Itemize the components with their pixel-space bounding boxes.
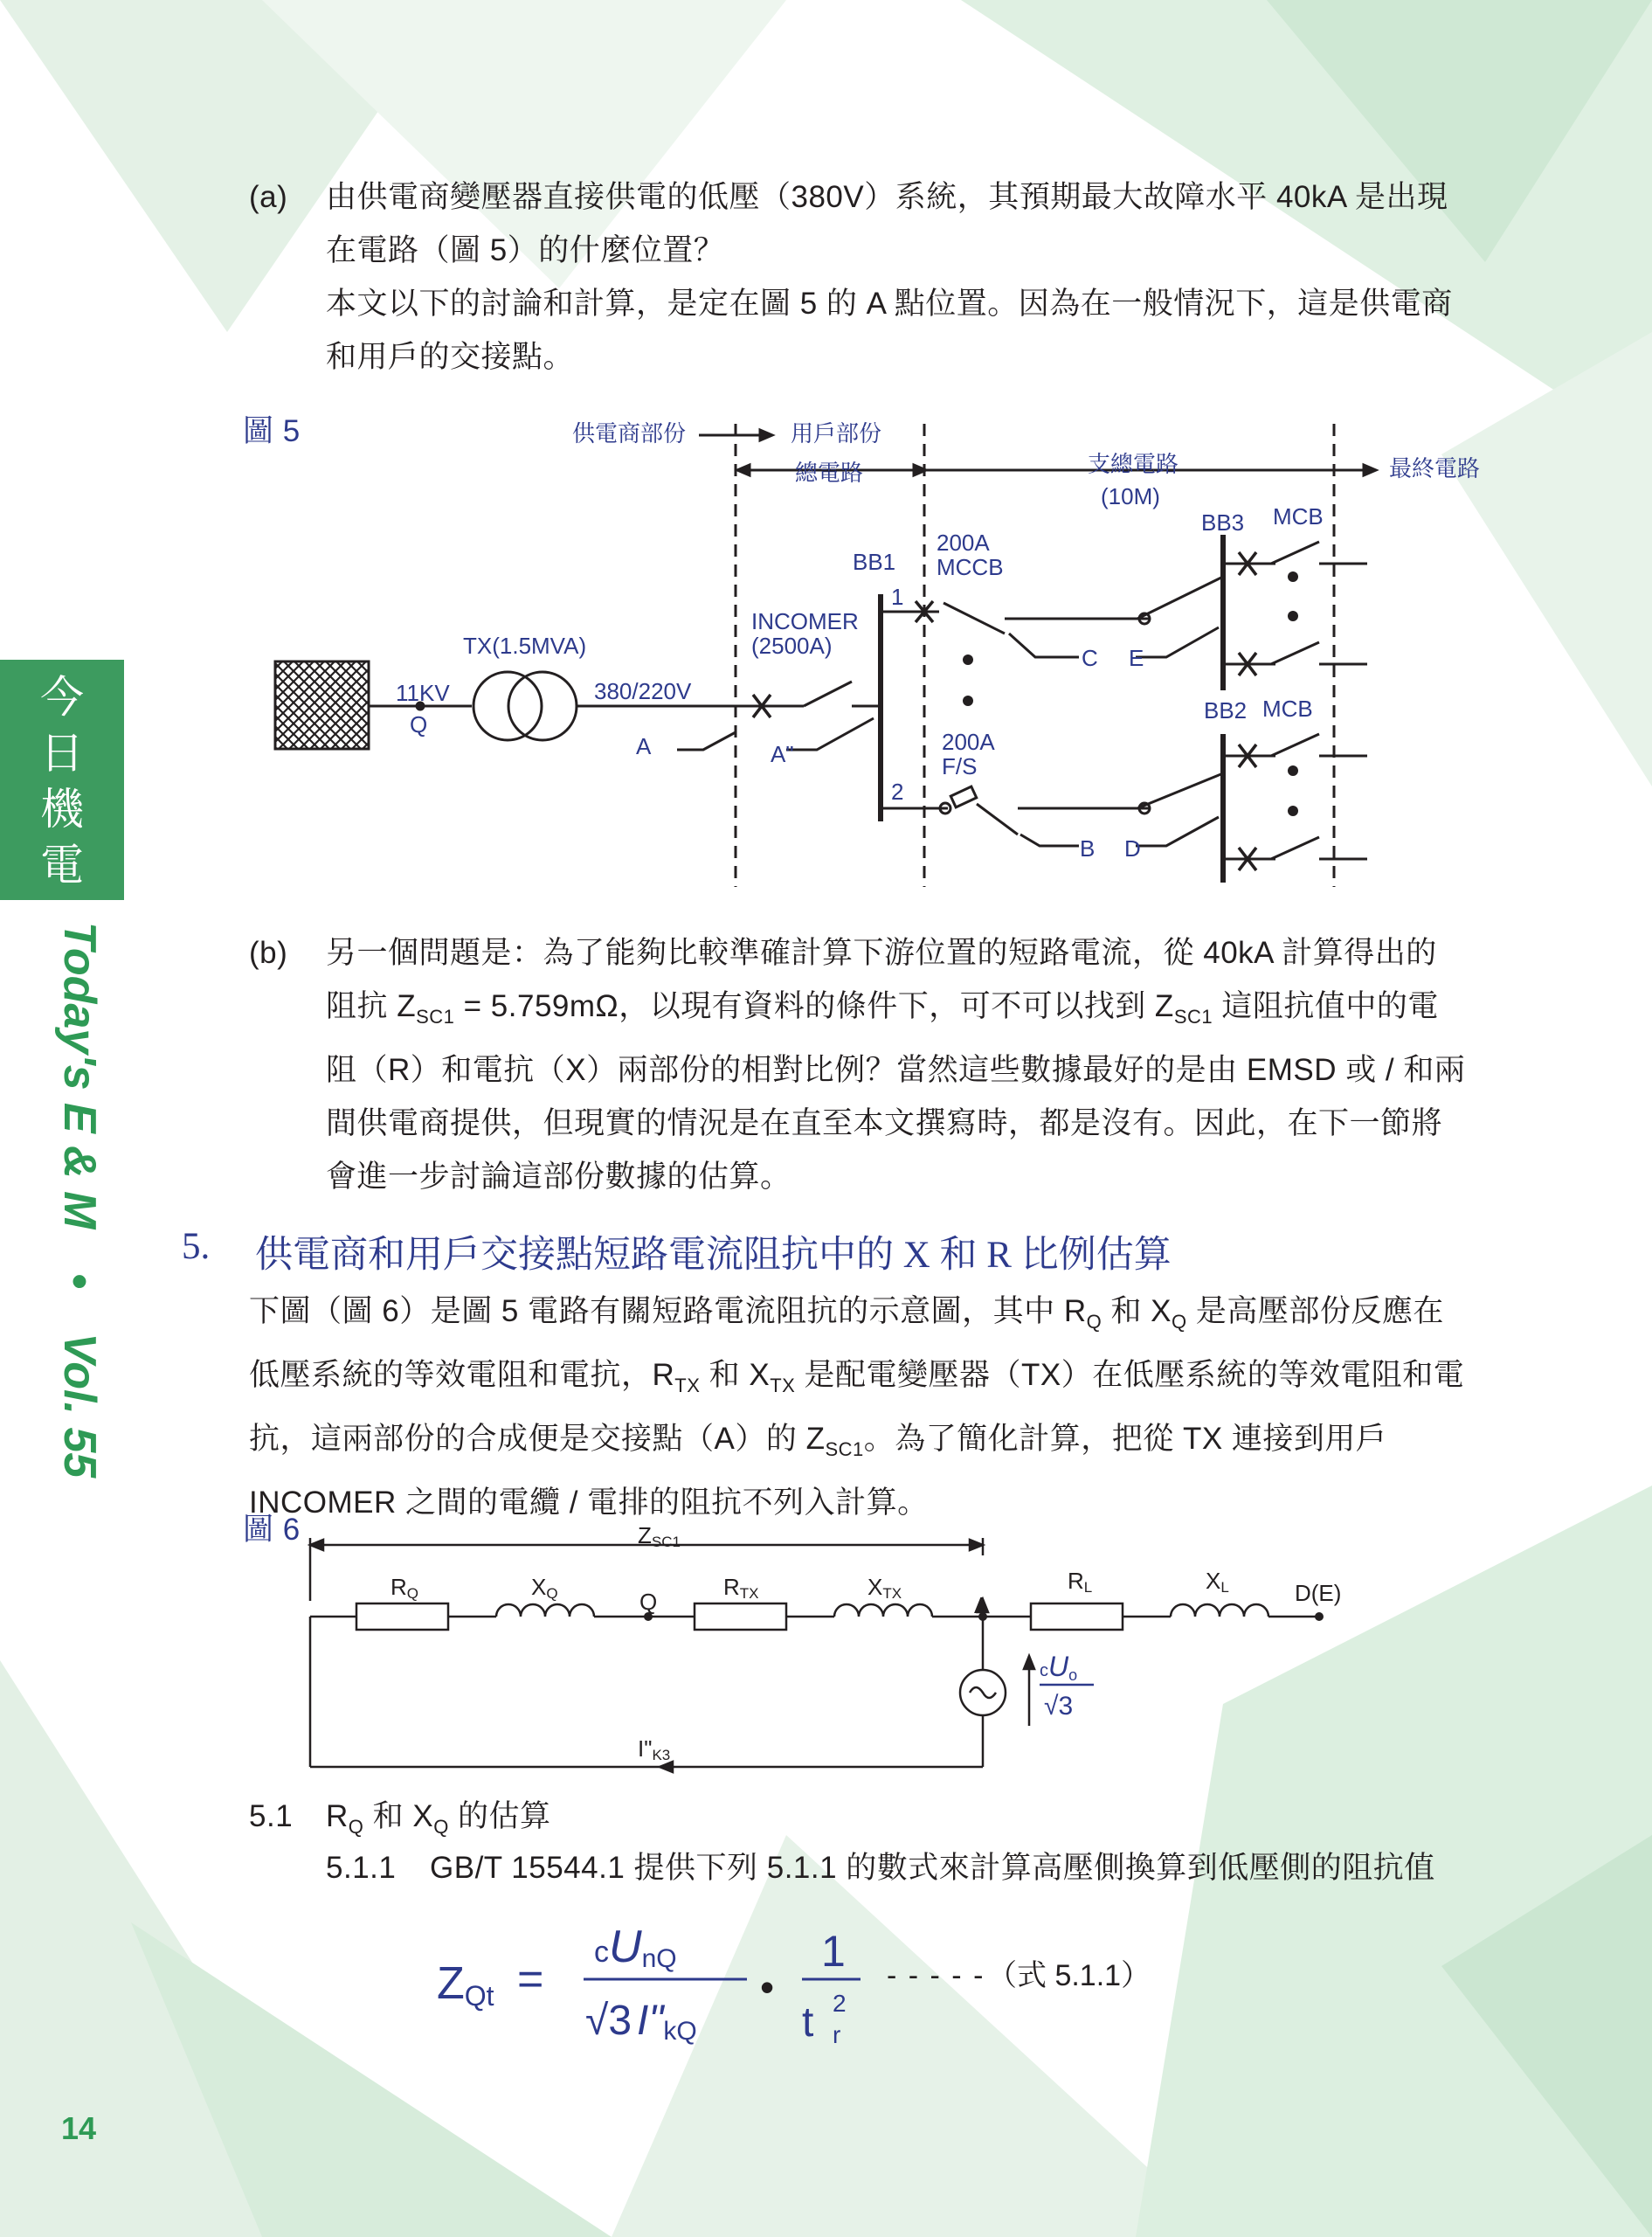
label-lv-voltage: 380/220V bbox=[594, 678, 692, 704]
label-mcb-bottom: MCB bbox=[1262, 696, 1313, 722]
label-current: I"K3 bbox=[638, 1735, 671, 1763]
text-line: 本文以下的討論和計算，是定在圖 5 的 A 點位置。因為在一般情況下，這是供電商 bbox=[326, 287, 1453, 321]
text-run: 下圖（圖 6）是圖 5 電路有關短路電流阻抗的示意圖，其中 R bbox=[249, 1294, 1087, 1328]
label-node-b: B bbox=[1080, 835, 1096, 862]
label-final-circuit: 最終電路 bbox=[1389, 455, 1481, 481]
label-rtx: RTX bbox=[723, 1574, 759, 1602]
formula-t-sub: r bbox=[833, 2021, 841, 2048]
formula-lhs: ZQt bbox=[437, 1958, 494, 2012]
tab-char: 今 bbox=[40, 672, 84, 723]
label-xq: XQ bbox=[531, 1574, 558, 1602]
text-run: 低壓系統的等效電阻和電抗，R bbox=[249, 1358, 675, 1392]
formula-numerator: cUnQ bbox=[594, 1922, 677, 1973]
subscript: Q bbox=[433, 1816, 449, 1838]
text-run: 和 X bbox=[363, 1799, 434, 1833]
label-fs: F/S bbox=[942, 753, 978, 779]
label-zsc1: ZSC1 bbox=[638, 1522, 681, 1550]
text-run: 和 X bbox=[700, 1358, 771, 1392]
label-transformer: TX(1.5MVA) bbox=[463, 633, 587, 659]
text-line: 阻（R）和電抗（X）兩部份的相對比例？當然這些數據最好的是由 EMSD 或 / 和兩 bbox=[326, 1053, 1466, 1087]
formula-equals: = bbox=[517, 1954, 544, 2005]
label-node-d: D bbox=[1124, 835, 1141, 862]
tab-char: 日 bbox=[40, 728, 84, 779]
section-b-marker: (b) bbox=[249, 936, 288, 970]
subscript: Q bbox=[1086, 1311, 1102, 1333]
text-run: R bbox=[326, 1799, 349, 1833]
text-run: 阻抗 Z bbox=[326, 989, 417, 1023]
label-mccb: MCCB bbox=[937, 554, 1004, 580]
label-xl: XL bbox=[1206, 1568, 1229, 1596]
label-bb3: BB3 bbox=[1201, 509, 1245, 536]
subscript: SC1 bbox=[416, 1006, 455, 1028]
label-user-part: 用戶部份 bbox=[791, 420, 882, 447]
formula-t-sup: 2 bbox=[833, 1990, 847, 2017]
formula-t: t bbox=[802, 1999, 814, 2046]
subscript: SC1 bbox=[825, 1438, 864, 1460]
sub511-text: GB/T 15544.1 提供下列 5.1.1 的數式來計算高壓側換算到低壓側的阻抗值 bbox=[430, 1851, 1435, 1885]
label-node-1: 1 bbox=[891, 584, 904, 610]
label-incomer-rating: (2500A) bbox=[751, 633, 833, 659]
label-bb1: BB1 bbox=[853, 549, 896, 575]
title-bullet: • bbox=[54, 1272, 105, 1290]
fig5-caption: 圖 5 bbox=[243, 414, 301, 448]
label-a: A bbox=[974, 1592, 990, 1618]
label-node-e: E bbox=[1129, 645, 1144, 671]
subscript: Q bbox=[348, 1816, 364, 1838]
text-run: 是配電變壓器（TX）在低壓系統的等效電阻和電 bbox=[795, 1358, 1465, 1392]
subscript: TX bbox=[674, 1375, 701, 1396]
formula-denominator: √3 I"kQ bbox=[585, 1998, 697, 2046]
label-bb2: BB2 bbox=[1204, 697, 1248, 724]
label-11kv: 11KV bbox=[396, 680, 450, 706]
label-xtx: XTX bbox=[867, 1574, 902, 1602]
label-mccb-rating: 200A bbox=[937, 530, 990, 556]
label-fs-rating: 200A bbox=[942, 729, 995, 755]
label-point-a: A bbox=[636, 733, 652, 759]
text-line: 間供電商提供，但現實的情況是在直至本文撰寫時，都是沒有。因此，在下一節將 bbox=[326, 1106, 1443, 1140]
tab-char: 機 bbox=[40, 784, 84, 835]
text-run: 。為了簡化計算，把從 TX 連接到用戶 bbox=[863, 1422, 1387, 1456]
source-denominator: √3 bbox=[1044, 1692, 1074, 1721]
subscript: SC1 bbox=[1173, 1006, 1213, 1028]
section-a-marker: (a) bbox=[249, 180, 288, 214]
label-point-a2: A" bbox=[771, 741, 794, 767]
text-line: 在電路（圖 5）的什麼位置？ bbox=[326, 233, 725, 267]
label-sub-main-length: (10M) bbox=[1101, 483, 1160, 509]
sub511-number: 5.1.1 bbox=[326, 1851, 397, 1885]
tab-char: 電 bbox=[40, 840, 84, 890]
source-numerator: cUo bbox=[1040, 1651, 1078, 1684]
sub51-number: 5.1 bbox=[249, 1799, 294, 1833]
label-q: Q bbox=[639, 1589, 658, 1615]
label-mcb-top: MCB bbox=[1273, 503, 1324, 530]
formula-dashes: - - - - - bbox=[887, 1959, 985, 1992]
magazine-title: Today's E & M bbox=[54, 922, 105, 1229]
formula-one: 1 bbox=[821, 1927, 846, 1976]
text-run: 抗，這兩部份的合成便是交接點（A）的 Z bbox=[249, 1422, 826, 1456]
page-number: 14 bbox=[61, 2110, 97, 2146]
text-run: 和 X bbox=[1102, 1294, 1172, 1328]
volume-label: Vol. 55 bbox=[54, 1333, 105, 1479]
text-run: 這阻抗值中的電 bbox=[1213, 989, 1439, 1023]
label-main-circuit: 總電路 bbox=[795, 460, 864, 486]
label-rl: RL bbox=[1068, 1568, 1093, 1596]
label-supplier-part: 供電商部份 bbox=[572, 420, 687, 447]
section-5-title: 供電商和用戶交接點短路電流阻抗中的 X 和 R 比例估算 bbox=[255, 1235, 1172, 1276]
subscript: Q bbox=[1172, 1311, 1187, 1333]
label-sub-main-circuit: 支總電路 bbox=[1088, 451, 1179, 477]
text-line: INCOMER 之間的電纜 / 電排的阻抗不列入計算。 bbox=[249, 1486, 929, 1520]
text-run: 是高壓部份反應在 bbox=[1186, 1294, 1444, 1328]
text-line: 另一個問題是：為了能夠比較準確計算下游位置的短路電流，從 40kA 計算得出的 bbox=[326, 936, 1437, 970]
label-incomer: INCOMER bbox=[751, 608, 859, 634]
formula-label: （式 5.1.1） bbox=[987, 1959, 1151, 1992]
fig6-caption: 圖 6 bbox=[243, 1513, 301, 1547]
label-de: D(E) bbox=[1295, 1580, 1342, 1606]
section-5-number: 5. bbox=[182, 1226, 211, 1267]
subscript: TX bbox=[770, 1375, 796, 1396]
text-run: = 5.759mΩ，以現有資料的條件下，可不可以找到 Z bbox=[454, 989, 1174, 1023]
text-run: 的估算 bbox=[448, 1799, 551, 1833]
label-node-c: C bbox=[1082, 645, 1098, 671]
formula-dot: • bbox=[760, 1964, 775, 2010]
label-node-2: 2 bbox=[891, 779, 904, 805]
text-line: 由供電商變壓器直接供電的低壓（380V）系統，其預期最大故障水平 40kA 是出現 bbox=[326, 180, 1448, 214]
text-line: 會進一步討論這部份數據的估算。 bbox=[326, 1160, 791, 1194]
label-point-q: Q bbox=[410, 711, 428, 738]
label-rq: RQ bbox=[391, 1574, 419, 1602]
text-line: 和用戶的交接點。 bbox=[326, 340, 575, 374]
